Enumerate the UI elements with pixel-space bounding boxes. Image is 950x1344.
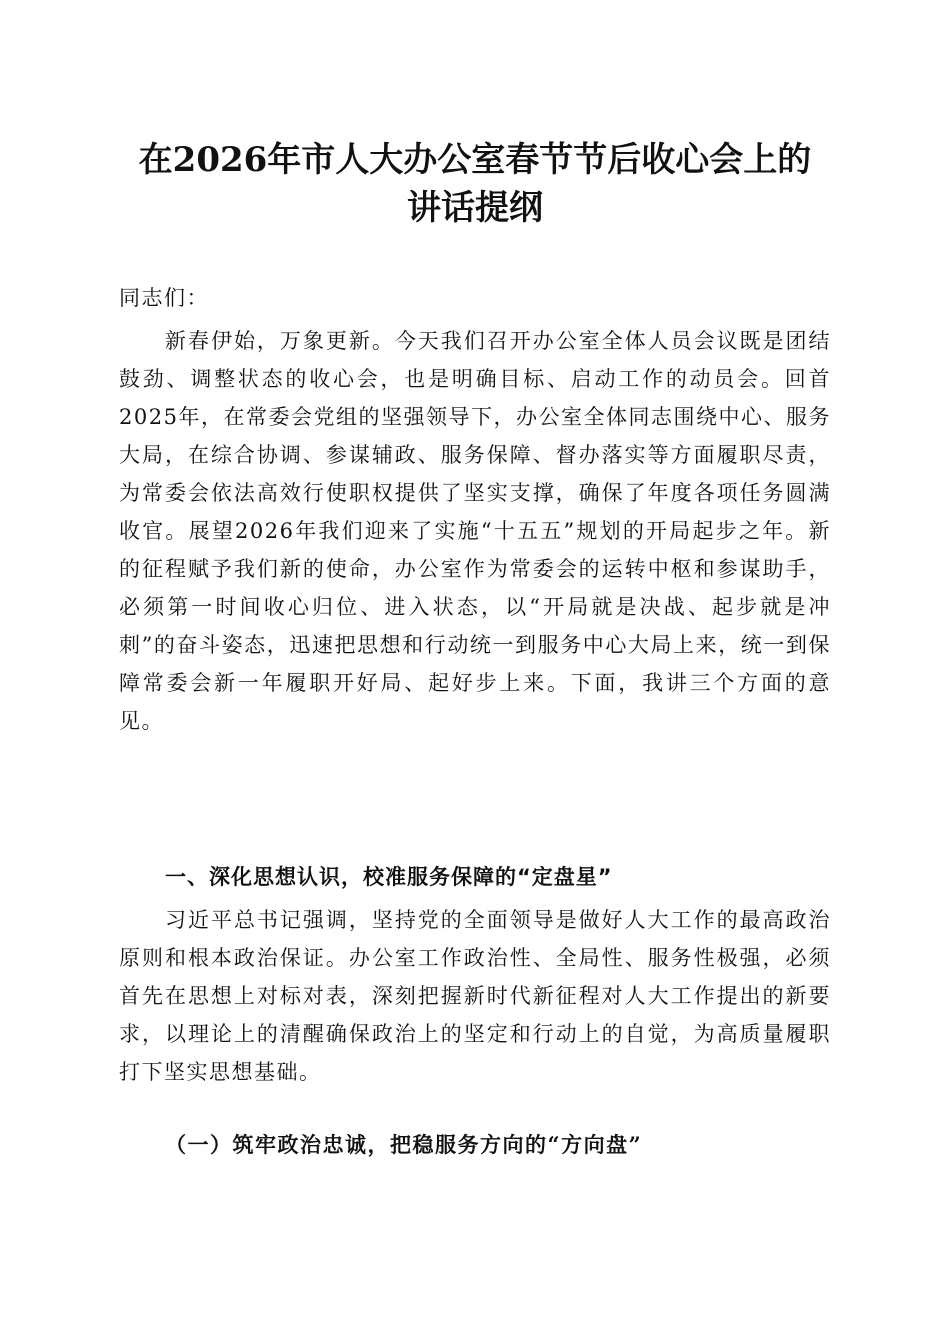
intro-paragraph: 新春伊始，万象更新。今天我们召开办公室全体人员会议既是团结鼓劲、调整状态的收心会，也是明确目标、启动工作的动员会。回首2025年，在常委会党组的坚强领导下，办公室全体同志围绕中心、服务大局，在综合协调、参谋辅政、服务保障、督办落实等方面履职尽责，为常委会依法高效行使职权提供了坚实支撑，确保了年度各项任务圆满收官。展望2026年我们迎来了实施“十五五”规划的开局起步之年。新的征程赋予我们新的使命，办公室作为常委会的运转中枢和参谋助手，必须第一时间收心归位、进入状态，以“开局就是决战、起步就是冲刺”的奋斗姿态，迅速把思想和行动统一到服务中心大局上来，统一到保障常委会新一年履职开好局、起好步上来。下面，我讲三个方面的意见。: [119, 329, 831, 733]
subsection-heading-1: （一）筑牢政治忠诚，把稳服务方向的“方向盘”: [165, 1132, 643, 1157]
section-heading-1: 一、深化思想认识，校准服务保障的“定盘星”: [165, 865, 613, 889]
document-title-line-1: 在2026年市人大办公室春节节后收心会上的: [138, 140, 812, 180]
document-title-line-2: 讲话提纲: [407, 188, 543, 228]
section-1-paragraph: 习近平总书记强调，坚持党的全面领导是做好人大工作的最高政治原则和根本政治保证。办公室工作政治性、全局性、服务性极强，必须首先在思想上对标对表，深刻把握新时代新征程对人大工作提出的新要求，以理论上的清醒确保政治上的坚定和行动上的自觉，为高质量履职打下坚实思想基础。: [119, 908, 831, 1084]
salutation: 同志们：: [119, 286, 209, 310]
